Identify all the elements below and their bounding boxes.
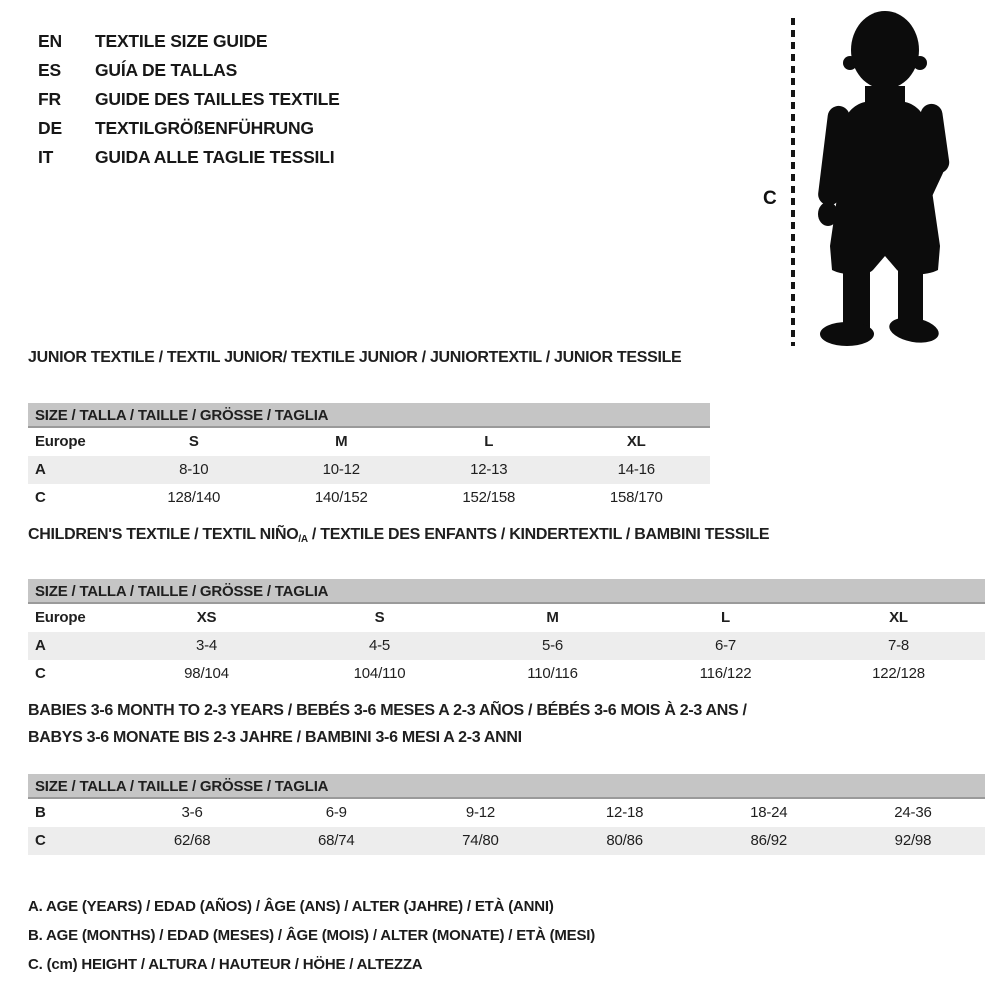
section-title-line1: BABIES 3-6 MONTH TO 2-3 YEARS / BEBÉS 3-6 MESES A 2-3 AÑOS / BÉBÉS 3-6 MOIS À 2-3 ANS / xyxy=(28,702,747,719)
language-code: DE xyxy=(38,118,62,138)
size-cell: 92/98 xyxy=(894,832,932,849)
section-title: JUNIOR TEXTILE / TEXTIL JUNIOR/ TEXTILE JUNIOR / JUNIORTEXTIL / JUNIOR TESSILE xyxy=(28,349,682,366)
size-cell: 4-5 xyxy=(368,637,391,654)
language-row xyxy=(38,143,340,172)
size-cell: 104/110 xyxy=(353,665,406,682)
language-title: GUIDE DES TAILLES TEXTILE xyxy=(95,89,340,109)
height-label: C xyxy=(763,188,777,209)
language-code: EN xyxy=(38,31,62,51)
section-title-post: / TEXTILE DES ENFANTS / KINDERTEXTIL / BAMBINI TESSILE xyxy=(307,526,770,543)
size-cell: L xyxy=(484,433,494,450)
size-cell: L xyxy=(721,609,730,626)
section-title xyxy=(28,697,985,751)
language-row xyxy=(38,27,340,56)
size-cell: XL xyxy=(626,433,646,450)
size-cell: 68/74 xyxy=(317,832,355,849)
size-header-bar: SIZE / TALLA / TAILLE / GRÖSSE / TAGLIA xyxy=(28,403,710,428)
table-row xyxy=(28,632,985,660)
table-row xyxy=(28,799,985,827)
size-cell: 80/86 xyxy=(606,832,643,849)
section-title-pre: CHILDREN'S TEXTILE / TEXTIL NIÑO xyxy=(28,526,299,543)
language-list xyxy=(38,27,340,172)
language-title: GUIDA ALLE TAGLIE TESSILI xyxy=(95,147,335,167)
table-row xyxy=(28,604,985,632)
size-cell: 9-12 xyxy=(465,804,496,821)
language-code: FR xyxy=(38,89,61,109)
size-cell: M xyxy=(335,433,348,450)
row-label: B xyxy=(35,804,46,821)
row-label: C xyxy=(35,489,46,506)
size-cell: 158/170 xyxy=(609,489,663,506)
language-row xyxy=(38,56,340,85)
size-cell: XS xyxy=(196,609,217,626)
section-babies xyxy=(28,697,985,855)
size-cell: 14-16 xyxy=(617,461,655,478)
table-row xyxy=(28,456,710,484)
size-cell: 3-4 xyxy=(195,637,218,654)
size-header-bar: SIZE / TALLA / TAILLE / GRÖSSE / TAGLIA xyxy=(28,579,985,604)
row-label: A xyxy=(35,637,46,654)
section-title-line2: BABYS 3-6 MONATE BIS 2-3 JAHRE / BAMBINI 3-6 MESI A 2-3 ANNI xyxy=(28,729,522,746)
size-cell: 128/140 xyxy=(167,489,221,506)
language-title: GUÍA DE TALLAS xyxy=(95,60,238,80)
size-cell: 122/128 xyxy=(872,665,925,682)
size-cell: 62/68 xyxy=(173,832,211,849)
section-title xyxy=(28,525,985,547)
footnote-c: C. (cm) HEIGHT / ALTURA / HAUTEUR / HÖHE / ALTEZZA xyxy=(28,956,423,973)
size-cell: 74/80 xyxy=(462,832,499,849)
size-cell: 12-18 xyxy=(605,804,644,821)
section-title-subscript: /A xyxy=(298,534,308,545)
table-row xyxy=(28,827,985,855)
size-cell: 98/104 xyxy=(184,665,229,682)
language-code: ES xyxy=(38,60,61,80)
size-cell: 12-13 xyxy=(470,461,508,478)
size-cell: M xyxy=(546,609,559,626)
row-label: C xyxy=(35,665,46,682)
size-cell: 110/116 xyxy=(527,665,578,682)
size-cell: 5-6 xyxy=(541,637,564,654)
size-cell: 24-36 xyxy=(894,804,932,821)
size-cell: 3-6 xyxy=(181,804,203,821)
size-cell: 116/122 xyxy=(699,665,752,682)
size-cell: S xyxy=(188,433,199,450)
language-row xyxy=(38,85,340,114)
footnotes xyxy=(28,892,595,979)
section-junior xyxy=(28,348,710,512)
size-cell: XL xyxy=(889,609,908,626)
row-label: C xyxy=(35,832,46,849)
language-row xyxy=(38,114,340,143)
footnote-a: A. AGE (YEARS) / EDAD (AÑOS) / ÂGE (ANS) / ALTER (JAHRE) / ETÀ (ANNI) xyxy=(28,898,554,915)
height-figure xyxy=(755,6,970,351)
size-cell: 6-9 xyxy=(325,804,347,821)
table-row xyxy=(28,660,985,688)
row-label: A xyxy=(35,461,46,478)
size-cell: 86/92 xyxy=(750,832,788,849)
size-cell: 8-10 xyxy=(179,461,209,478)
row-label: Europe xyxy=(35,433,86,450)
size-header-bar: SIZE / TALLA / TAILLE / GRÖSSE / TAGLIA xyxy=(28,774,985,799)
size-cell: 18-24 xyxy=(750,804,788,821)
size-cell: 152/158 xyxy=(462,489,516,506)
language-title: TEXTILE SIZE GUIDE xyxy=(95,31,268,51)
toddler-silhouette-icon xyxy=(817,11,951,346)
section-children xyxy=(28,525,985,688)
row-label: Europe xyxy=(35,609,86,626)
size-cell: 10-12 xyxy=(322,461,360,478)
size-cell: 7-8 xyxy=(887,637,910,654)
language-title: TEXTILGRÖßENFÜHRUNG xyxy=(95,118,314,138)
footnote-b: B. AGE (MONTHS) / EDAD (MESES) / ÂGE (MOIS) / ALTER (MONATE) / ETÀ (MESI) xyxy=(28,927,596,944)
language-code: IT xyxy=(38,147,54,167)
size-cell: 140/152 xyxy=(314,489,368,506)
size-cell: 6-7 xyxy=(714,637,737,654)
table-row xyxy=(28,484,710,512)
size-cell: S xyxy=(374,609,385,626)
table-row xyxy=(28,428,710,456)
